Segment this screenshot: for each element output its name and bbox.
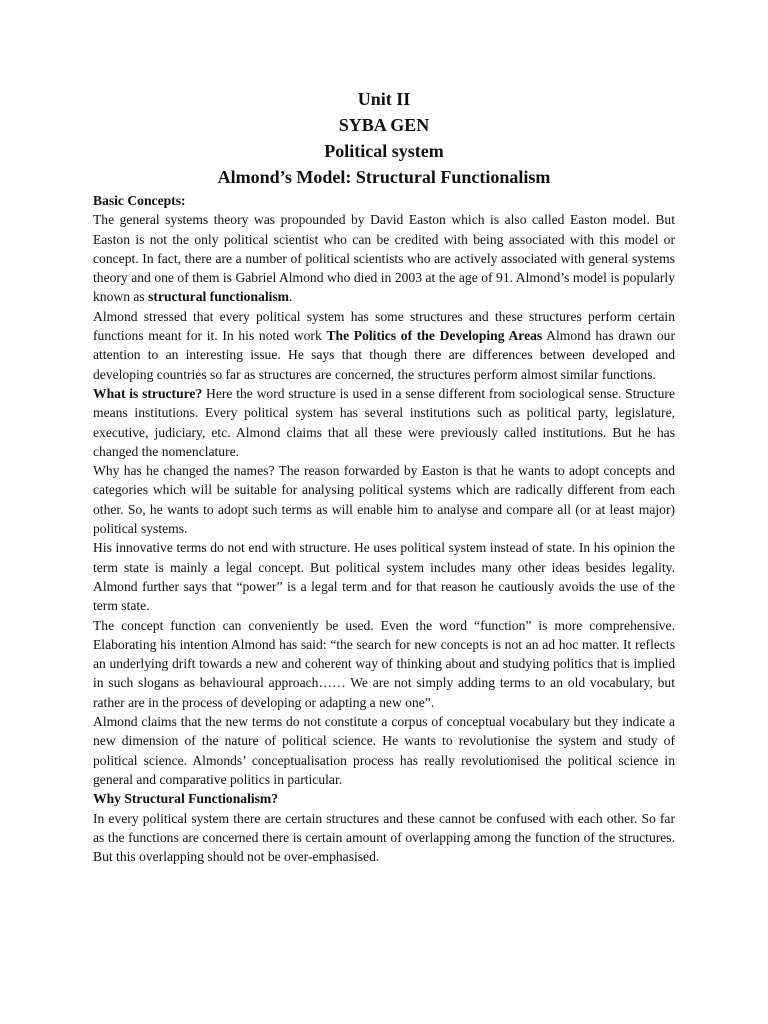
paragraph-1-bold: structural functionalism (148, 289, 289, 305)
paragraph-3 (93, 384, 675, 461)
paragraph-2 (93, 307, 675, 384)
paragraph-6: The concept function can conveniently be used. Even the word “function” is more comprehensive. Elaborating his intention Almond has said: “the search for new concepts is not an ad hoc matter. It reflects an underlying drift towards a new and coherent way of thinking about and studying politics that is implied in such slogans as behavioural approach…… We are not simply adding terms to an old vocabulary, but rather are in the process of developing or adapting a new one”. (93, 617, 675, 710)
paragraph-5: His innovative terms do not end with structure. He uses political system instead of state. In his opinion the term state is mainly a legal concept. But political system includes many other ideas besides legality. Almond further says that “power” is a legal term and for that reason he cautiously avoids the use of the term state. (93, 540, 675, 614)
paragraph-8: In every political system there are certain structures and these cannot be confused with each other. So far as the functions are concerned there is certain amount of overlapping among the function of the structures. But this overlapping should not be over-emphasised. (93, 810, 675, 865)
paragraph-2-text: Almond stressed that every political system has some structures and these structures perform certain functions meant for it. In his noted work (93, 308, 675, 344)
paragraph-7: Almond claims that the new terms do not constitute a corpus of conceptual vocabulary but they indicate a new dimension of the nature of political science. He wants to revolutionise the system and study of political science. Almonds’ conceptualisation process has really revolutionised the political science in general and comparative politics in particular. (93, 714, 675, 787)
paragraph-2-book-title: The Politics of the Developing Areas (326, 328, 543, 344)
unit-title: Unit II (357, 89, 411, 109)
paragraph-1 (93, 210, 675, 306)
paragraph-3-text: Here the word structure is used in a sense different from sociological sense. Structure means institutions. Every political system has several institutions such as political party, legislature, executive, judiciary, etc. Almond claims that all these were previously called institutions. But he has changed the nomenclature. (93, 385, 675, 459)
subject-title: Political system (324, 141, 444, 161)
section-heading-why-structural-functionalism: Why Structural Functionalism? (93, 791, 279, 807)
paragraph-1-end: . (288, 289, 293, 305)
title-block (93, 86, 675, 190)
section-heading-basic-concepts: Basic Concepts: (93, 193, 186, 208)
course-title: SYBA GEN (338, 115, 430, 135)
paragraph-4: Why has he changed the names? The reason forwarded by Easton is that he wants to adopt concepts and categories which will be suitable for analysing political systems which are radically different from each other. So, he wants to adopt such terms as will enable him to analyse and compare all (or at least major) political systems. (93, 463, 675, 537)
paragraph-1-text: The general systems theory was propounded by David Easton which is also called Easton model. But Easton is not the only political scientist who can be credited with being associated with this model or concept. In fact, there are a number of political scientists who are actively associated with general systems theory and one of them is Gabriel Almond who died in 2003 at the age of 91. Almond’s model is popularly known as (93, 212, 675, 305)
document-body (93, 191, 675, 866)
paragraph-2-end: Almond has drawn our attention to an interesting issue. He says that though there are differences between developed and developing countries so far as structures are concerned, the structures perform almost similar functions. (93, 328, 675, 382)
chapter-title: Almond’s Model: Structural Functionalism (217, 167, 551, 187)
paragraph-3-bold: What is structure? (93, 385, 203, 401)
